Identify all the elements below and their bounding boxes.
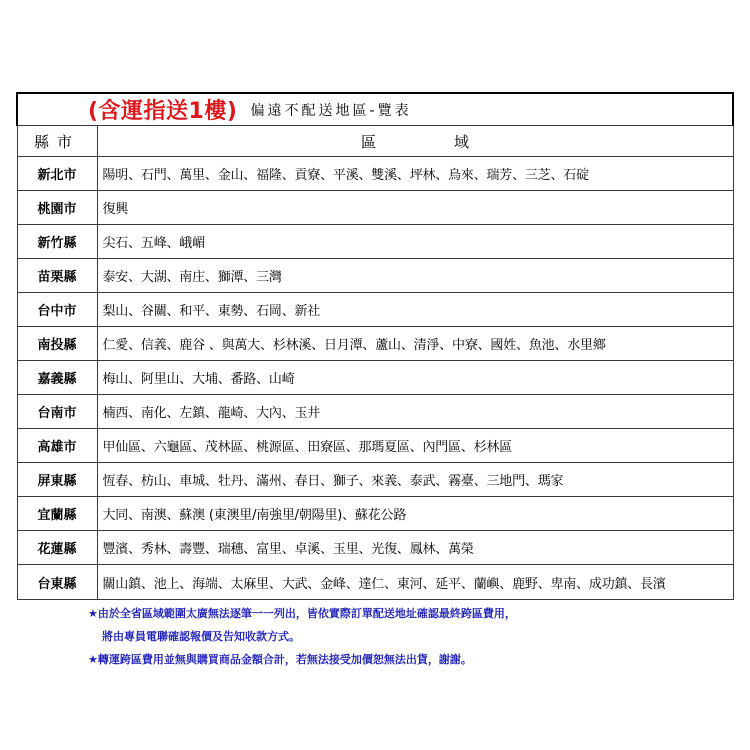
note-line-3: ★轉運跨區費用並無與購買商品金額合計，若無法接受加價恕無法出貨，謝謝。 [88,653,472,666]
notes-block [88,602,728,671]
table-row [17,157,733,191]
table-row [17,429,733,463]
county-cell: 桃園市 [17,191,97,225]
header-row [17,126,733,157]
header-county: 縣市 [17,126,97,157]
header-area-char-2: 域 [453,132,469,151]
note-line-1: ★由於全省區域範圍太廣無法逐筆一一列出，皆依實際訂單配送地址確認最終跨區費用， [88,607,516,620]
table-row [17,463,733,497]
table-row [17,259,733,293]
county-cell: 台南市 [17,395,97,429]
table-row [17,327,733,361]
county-cell: 屏東縣 [17,463,97,497]
area-cell: 泰安、大湖、南庄、獅潭、三灣 [97,259,733,293]
table-row [17,531,733,565]
table-row [17,191,733,225]
area-cell: 仁愛、信義、鹿谷 、與萬大、杉林溪、日月潭、蘆山、清淨、中寮、國姓、魚池、水里鄉 [97,327,733,361]
note-line-2: 將由專員電聯確認報價及告知收款方式。 [102,630,300,643]
title-sub: 偏遠不配送地區-覽表 [250,102,412,119]
area-cell: 陽明、石門、萬里、金山、福隆、貢寮、平溪、雙溪、坪林、烏來、瑞芳、三芝、石碇 [97,157,733,191]
area-cell: 甲仙區、六龜區、茂林區、桃源區、田寮區、那瑪夏區、內門區、杉林區 [97,429,733,463]
table-row [17,225,733,259]
county-cell: 高雄市 [17,429,97,463]
table-row [17,565,733,600]
table-row [17,361,733,395]
county-cell: 新竹縣 [17,225,97,259]
title-row [17,93,733,126]
county-cell: 嘉義縣 [17,361,97,395]
county-cell: 花蓮縣 [17,531,97,565]
remote-area-table [16,92,734,600]
county-cell: 台中市 [17,293,97,327]
area-cell: 梨山、谷關、和平、東勢、石岡、新社 [97,293,733,327]
area-cell: 豐濱、秀林、壽豐、瑞穗、富里、卓溪、玉里、光復、鳳林、萬榮 [97,531,733,565]
header-area [97,126,733,157]
county-cell: 苗栗縣 [17,259,97,293]
area-cell: 恆春、枋山、車城、牡丹、滿州、春日、獅子、來義、泰武、霧臺、三地門、瑪家 [97,463,733,497]
area-cell: 復興 [97,191,733,225]
county-cell: 新北市 [17,157,97,191]
area-cell: 大同、南澳、蘇澳 (東澳里/南強里/朝陽里)、蘇花公路 [97,497,733,531]
county-cell: 宜蘭縣 [17,497,97,531]
title-main: (含運指送1樓) [88,99,238,124]
area-cell: 尖石、五峰、峨嵋 [97,225,733,259]
table-row [17,497,733,531]
area-cell: 梅山、阿里山、大埔、番路、山崎 [97,361,733,395]
table-row [17,395,733,429]
county-cell: 南投縣 [17,327,97,361]
header-area-char-1: 區 [360,132,376,151]
county-cell: 台東縣 [17,565,97,600]
table-row [17,293,733,327]
area-cell: 關山鎮、池上、海端、太麻里、大武、金峰、達仁、東河、延平、蘭嶼、鹿野、卑南、成功鎮、長濱 [97,565,733,600]
area-cell: 楠西、南化、左鎮、龍崎、大內、玉井 [97,395,733,429]
title-cell [17,93,733,126]
region-sheet [16,92,732,600]
